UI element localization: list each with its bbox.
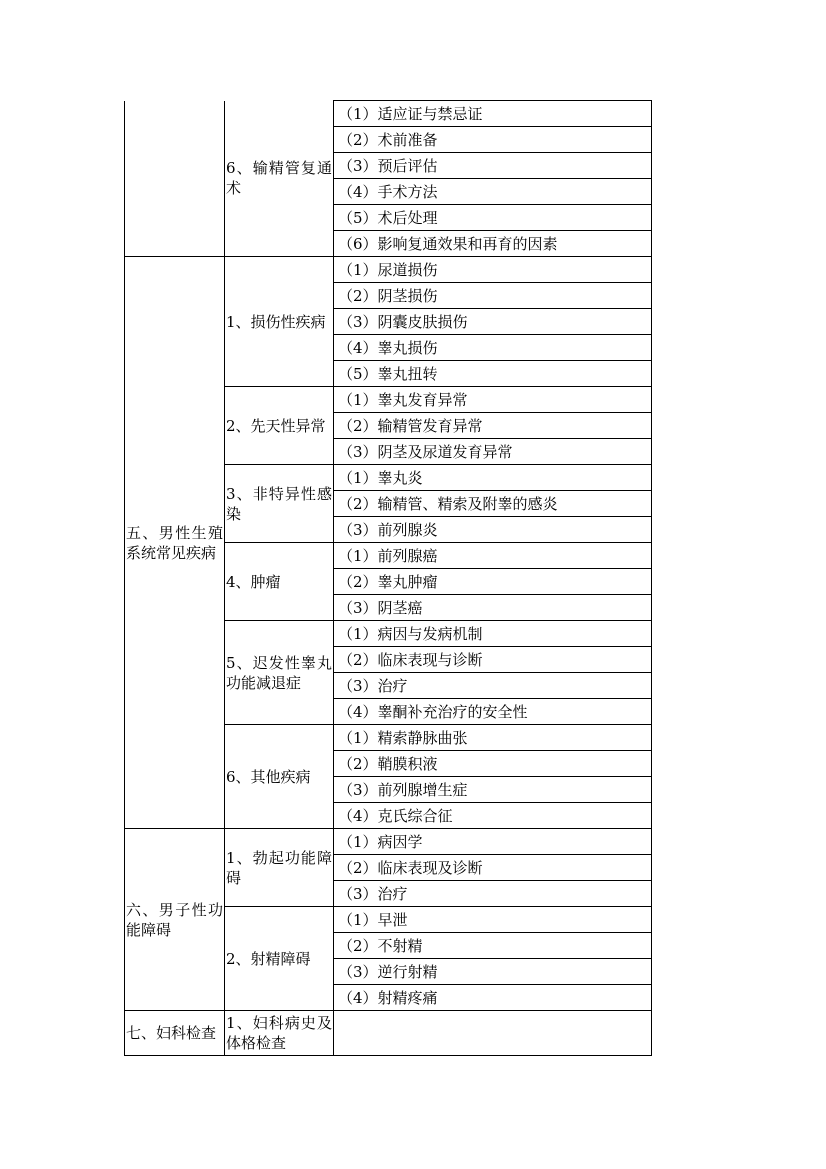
subtopic-item: （2）阴茎损伤	[334, 283, 652, 309]
section-title: 六、男子性功能障碍	[125, 829, 225, 1011]
subtopic-item: （3）阴囊皮肤损伤	[334, 309, 652, 335]
subtopic-item: （3）治疗	[334, 673, 652, 699]
subtopic-item: （4）射精疼痛	[334, 985, 652, 1011]
subtopic-item: （3）预后评估	[334, 153, 652, 179]
subtopic-item: （4）睾酮补充治疗的安全性	[334, 699, 652, 725]
subtopic-item: （4）睾丸损伤	[334, 335, 652, 361]
subtopic-item: （2）输精管发育异常	[334, 413, 652, 439]
subtopic-item: （3）前列腺增生症	[334, 777, 652, 803]
subtopic-item: （5）术后处理	[334, 205, 652, 231]
empty-cell	[334, 1011, 652, 1056]
subtopic-item: （1）病因与发病机制	[334, 621, 652, 647]
topic-title: 6、其他疾病	[225, 725, 334, 829]
subtopic-item: （1）睾丸发育异常	[334, 387, 652, 413]
subtopic-item: （2）睾丸肿瘤	[334, 569, 652, 595]
subtopic-item: （3）治疗	[334, 881, 652, 907]
subtopic-item: （4）克氏综合征	[334, 803, 652, 829]
section-title	[125, 101, 225, 257]
topic-title: 4、肿瘤	[225, 543, 334, 621]
table-row	[125, 101, 652, 127]
subtopic-item: （1）前列腺癌	[334, 543, 652, 569]
topic-title: 1、勃起功能障碍	[225, 829, 334, 907]
subtopic-item: （4）手术方法	[334, 179, 652, 205]
subtopic-item: （1）适应证与禁忌证	[334, 101, 652, 127]
topic-title: 1、妇科病史及体格检查	[225, 1011, 334, 1056]
section-title: 七、妇科检查	[125, 1011, 225, 1056]
topic-title: 1、损伤性疾病	[225, 257, 334, 387]
subtopic-item: （3）前列腺炎	[334, 517, 652, 543]
topic-title: 2、先天性异常	[225, 387, 334, 465]
section-title: 五、男性生殖系统常见疾病	[125, 257, 225, 829]
subtopic-item: （5）睾丸扭转	[334, 361, 652, 387]
syllabus-body	[125, 101, 652, 1056]
topic-title: 5、迟发性睾丸功能减退症	[225, 621, 334, 725]
subtopic-item: （2）术前准备	[334, 127, 652, 153]
subtopic-item: （1）病因学	[334, 829, 652, 855]
syllabus-table	[124, 100, 652, 1056]
topic-title: 3、非特异性感染	[225, 465, 334, 543]
subtopic-item: （1）睾丸炎	[334, 465, 652, 491]
subtopic-item: （1）尿道损伤	[334, 257, 652, 283]
subtopic-item: （2）输精管、精索及附睾的感炎	[334, 491, 652, 517]
subtopic-item: （6）影响复通效果和再育的因素	[334, 231, 652, 257]
subtopic-item: （2）临床表现与诊断	[334, 647, 652, 673]
topic-title: 6、输精管复通术	[225, 101, 334, 257]
subtopic-item: （3）阴茎及尿道发育异常	[334, 439, 652, 465]
subtopic-item: （1）早泄	[334, 907, 652, 933]
topic-title: 2、射精障碍	[225, 907, 334, 1011]
table-row	[125, 829, 652, 855]
subtopic-item: （2）不射精	[334, 933, 652, 959]
table-row	[125, 257, 652, 283]
subtopic-item: （1）精索静脉曲张	[334, 725, 652, 751]
subtopic-item: （2）临床表现及诊断	[334, 855, 652, 881]
subtopic-item: （3）逆行射精	[334, 959, 652, 985]
table-row	[125, 1011, 652, 1056]
subtopic-item: （3）阴茎癌	[334, 595, 652, 621]
subtopic-item: （2）鞘膜积液	[334, 751, 652, 777]
